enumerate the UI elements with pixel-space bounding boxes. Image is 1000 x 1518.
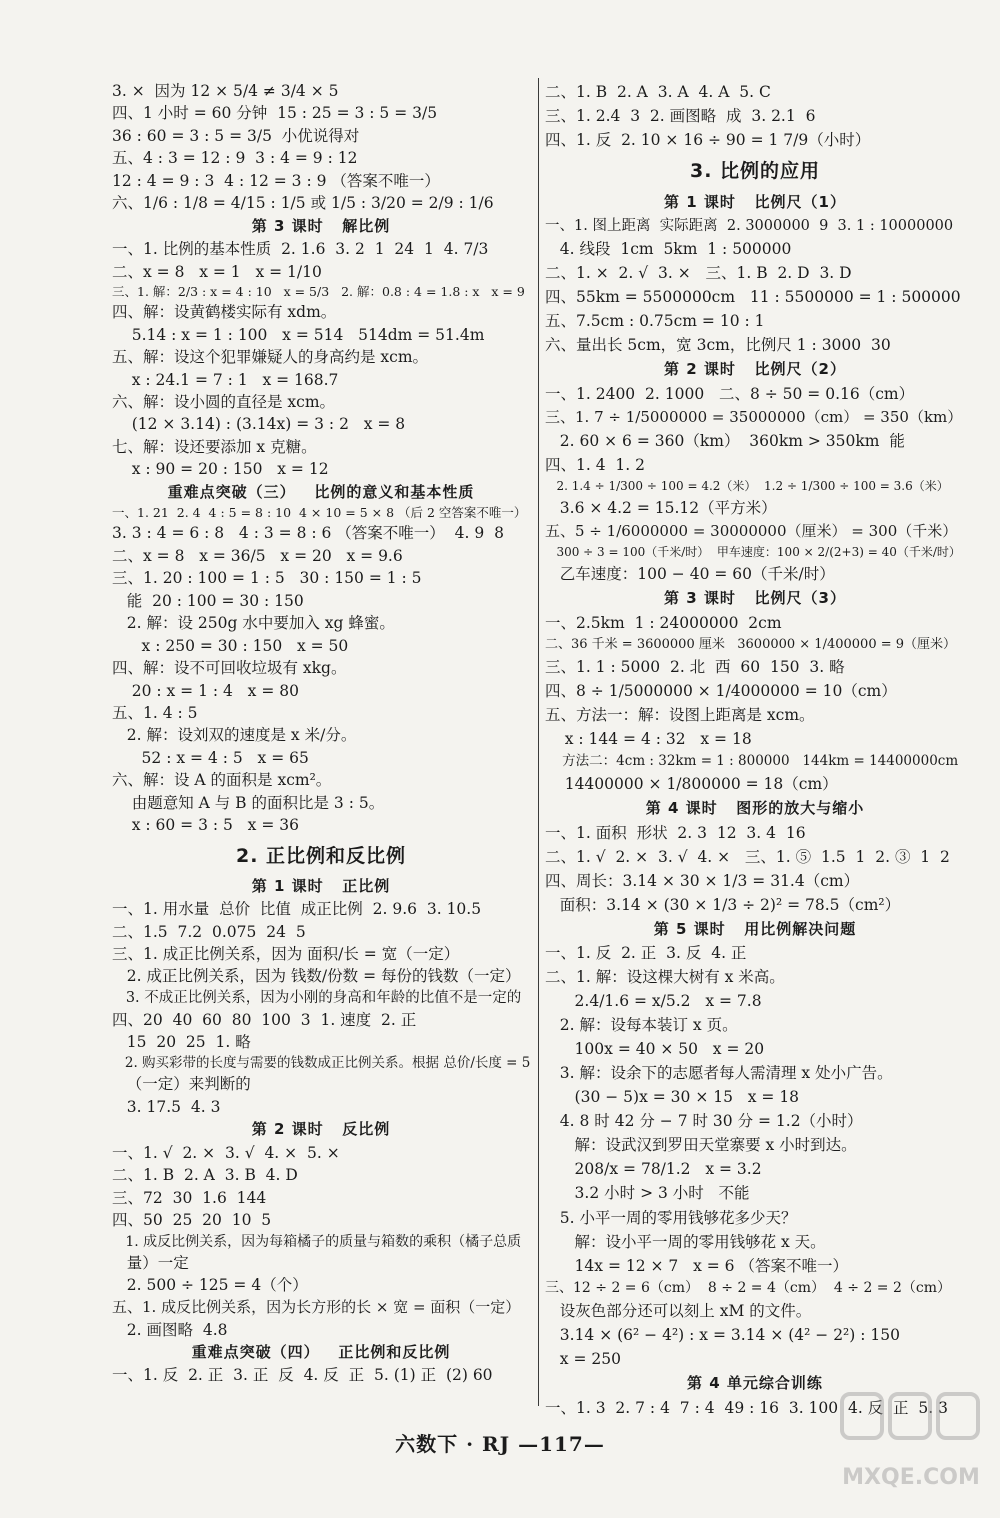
answer-line: 六、解：设小圆的直径是 xcm。: [112, 393, 336, 411]
answer-line: 2. 1.4 ÷ 1/300 ÷ 100 = 4.2（米） 1.2 ÷ 1/300 ÷ 100 = 3.6（米）: [545, 479, 949, 494]
answer-line: 3. × 因为 12 × 5/4 ≠ 3/4 × 5: [112, 82, 339, 100]
section-heading: 第 1 课时 比例尺（1）: [664, 193, 846, 212]
answer-line: 52 : x = 4 : 5 x = 65: [112, 748, 309, 767]
answer-line: 36 : 60 = 3 : 5 = 3/5 小优说得对: [112, 126, 360, 145]
answer-line: 2. 解：设每本装订 x 页。: [545, 1016, 738, 1035]
answer-line: 一、1. 2400 2. 1000 二、8 ÷ 50 = 0.16（cm）: [545, 385, 915, 404]
answer-line: 五、1. 成反比例关系，因为长方形的长 × 宽 = 面积（一定）: [112, 1297, 521, 1316]
answer-line: x : 90 = 20 : 150 x = 12: [112, 460, 329, 479]
section-heading: 第 4 课时 图形的放大与缩小: [645, 798, 865, 817]
answer-line: 三、1. 解：2/3 : x = 4 : 10 x = 5/3 2. 解：0.8 : 4 = 1.8 : x x = 9: [112, 284, 525, 299]
answer-line: 设灰色部分还可以刻上 xM 的文件。: [545, 1302, 812, 1321]
answer-line: 三、1. 成正比例关系，因为 面积/长 = 宽（一定）: [112, 945, 460, 963]
section-heading: 第 2 课时 反比例: [251, 1120, 391, 1139]
section-heading: 重难点突破（四） 正比例和反比例: [191, 1342, 451, 1361]
answer-line: 五、7.5cm : 0.75cm = 10 : 1: [545, 312, 765, 331]
answer-line: 2. 画图略 4.8: [112, 1320, 228, 1339]
svg-text:MXQE.COM: MXQE.COM: [842, 1465, 980, 1490]
answer-line: 2. 解：设刘双的速度是 x 米/分。: [112, 726, 357, 745]
answer-line: 解：设武汉到罗田天堂寨要 x 小时到达。: [545, 1136, 857, 1155]
answer-line: 四、1 小时 = 60 分钟 15 : 25 = 3 : 5 = 3/5: [112, 104, 438, 123]
section-heading: 重难点突破（三） 比例的意义和基本性质: [167, 482, 475, 501]
answer-line: x : 144 = 4 : 32 x = 18: [545, 729, 752, 748]
answer-line: 2. 解：设 250g 水中要加入 xg 蜂蜜。: [112, 614, 395, 633]
answer-line: 三、1. 7 ÷ 1/5000000 = 35000000（cm） = 350（km）: [545, 408, 963, 427]
answer-line: 一、1. 图上距离 实际距离 2. 3000000 9 3. 1 : 10000000: [545, 217, 954, 234]
answer-line: 一、1. 反 2. 正 3. 正 反 4. 反 正 5. (1) 正 (2) 60: [112, 1366, 493, 1385]
answer-line: 一、1. 3 2. 7 : 4 7 : 4 49 : 16 3. 100 4. 反 正 5. 3: [545, 1399, 948, 1418]
answer-line: 1. 成反比例关系，因为每箱橘子的质量与箱数的乘积（橘子总质: [112, 1233, 522, 1250]
answer-line: 五、方法一：解：设图上距离是 xcm。: [545, 705, 815, 724]
answer-line: 能 20 : 100 = 30 : 150: [112, 591, 304, 610]
answer-line: x = 250: [545, 1350, 621, 1369]
unit-title: 3. 比例的应用: [689, 160, 821, 183]
answer-line: 4. 线段 1cm 5km 1 : 500000: [545, 240, 792, 259]
answer-line: 六、量出长 5cm，宽 3cm，比例尺 1 : 3000 30: [545, 336, 891, 355]
section-heading: 第 2 课时 比例尺（2）: [664, 360, 846, 379]
answer-line: 4. 8 时 42 分 − 7 时 30 分 = 1.2（小时）: [545, 1112, 863, 1131]
answer-line: 一、1. 比例的基本性质 2. 1.6 3. 2 1 24 1 4. 7/3: [112, 240, 489, 259]
answer-line: 四、50 25 20 10 5: [112, 1211, 272, 1230]
answer-line: 二、1. √ 2. × 3. √ 4. × 三、1. ⑤ 1.5 1 2. ③ 1 2: [545, 847, 950, 866]
answer-line: 二、1. B 2. A 3. A 4. A 5. C: [545, 83, 771, 101]
answer-line: 2. 500 ÷ 125 = 4（个）: [112, 1276, 308, 1295]
answer-line: 方法二：4cm : 32km = 1 : 800000 144km = 14400000cm: [545, 752, 959, 769]
answer-line: 由题意知 A 与 B 的面积比是 3 : 5。: [112, 793, 385, 812]
answer-line: 二、1. B 2. A 3. B 4. D: [112, 1166, 298, 1185]
answer-line: （一定）来判断的: [112, 1075, 251, 1094]
answer-line: 一、1. 面积 形状 2. 3 12 3. 4 16: [545, 823, 806, 842]
answer-line: 一、2.5km 1 : 24000000 2cm: [545, 613, 782, 632]
left-column: [112, 80, 530, 1387]
answer-line: 六、1/6 : 1/8 = 4/15 : 1/5 或 1/5 : 3/20 = 2/9 : 1/6: [112, 194, 494, 213]
section-heading: 第 5 课时 用比例解决问题: [653, 919, 857, 938]
answer-line: 一、1. 21 2. 4 4 : 5 = 8 : 10 4 × 10 = 5 × 8 （后 2 空答案不唯一）: [112, 505, 527, 521]
answer-line: 量）一定: [112, 1253, 189, 1272]
answer-line: 四、20 40 60 80 100 3 1. 速度 2. 正: [112, 1010, 417, 1029]
answer-line: x : 250 = 30 : 150 x = 50: [112, 636, 349, 655]
watermark-logo: [836, 1386, 986, 1506]
answer-line: 六、解：设 A 的面积是 xcm²。: [112, 771, 332, 790]
column-divider: [538, 78, 539, 1406]
answer-line: 四、55km = 5500000cm 11 : 5500000 = 1 : 500000: [545, 288, 961, 307]
answer-line: 3.14 × (6² − 4²) : x = 3.14 × (4² − 2²) : 150: [545, 1326, 900, 1345]
section-heading: 第 3 课时 比例尺（3）: [664, 588, 846, 607]
answer-line: x : 24.1 = 7 : 1 x = 168.7: [112, 370, 339, 389]
answer-line: 三、72 30 1.6 144: [112, 1188, 267, 1207]
answer-line: 5.14 : x = 1 : 100 x = 514 514dm = 51.4m: [112, 325, 485, 344]
answer-line: 2. 成正比例关系，因为 钱数/份数 = 每份的钱数（一定）: [112, 967, 521, 986]
answer-line: x : 60 = 3 : 5 x = 36: [112, 816, 299, 835]
answer-line: 三、1. 20 : 100 = 1 : 5 30 : 150 = 1 : 5: [112, 569, 422, 588]
answer-line: 3.6 × 4.2 = 15.12（平方米）: [545, 498, 777, 517]
answer-line: 3. 不成正比例关系，因为小刚的身高和年龄的比值不是一定的: [112, 989, 522, 1006]
answer-line: 七、解：设还要添加 x 克糖。: [112, 437, 317, 456]
section-heading: 第 4 单元综合训练: [687, 1374, 823, 1393]
answer-line: 3.2 小时 > 3 小时 不能: [545, 1184, 750, 1203]
answer-line: 208/x = 78/1.2 x = 3.2: [545, 1160, 762, 1179]
answer-line: 二、x = 8 x = 36/5 x = 20 x = 9.6: [112, 546, 403, 565]
answer-line: (12 × 3.14) : (3.14x) = 3 : 2 x = 8: [112, 415, 406, 434]
answer-line: 解：设小平一周的零用钱够花 x 天。: [545, 1232, 826, 1251]
answer-line: 14x = 12 × 7 x = 6 （答案不唯一）: [545, 1256, 848, 1275]
answer-line: 2. 60 × 6 = 360（km） 360km > 350km 能: [545, 432, 905, 451]
answer-line: 3. 3 : 4 = 6 : 8 4 : 3 = 8 : 6 （答案不唯一） 4. 9 8: [112, 524, 504, 543]
answer-line: 四、解：设黄鹤楼实际有 xdm。: [112, 303, 337, 322]
answer-line: 5. 小平一周的零用钱够花多少天？: [545, 1208, 797, 1227]
answer-line: 二、36 千米 = 3600000 厘米 3600000 × 1/400000 = 9（厘米）: [545, 636, 957, 652]
answer-line: 四、8 ÷ 1/5000000 × 1/4000000 = 10（cm）: [545, 681, 897, 700]
answer-line: 3. 解：设余下的志愿者每人需清理 x 处小广告。: [545, 1064, 893, 1083]
answer-line: 一、1. √ 2. × 3. √ 4. × 5. ×: [112, 1143, 340, 1162]
answer-line: 三、1. 1 : 5000 2. 北 西 60 150 3. 略: [545, 657, 845, 676]
answer-line: 五、1. 4 : 5: [112, 704, 198, 722]
answer-line: 三、12 ÷ 2 = 6（cm） 8 ÷ 2 = 4（cm） 4 ÷ 2 = 2（cm）: [545, 1279, 952, 1296]
answer-line: 四、解：设不可回收垃圾有 xkg。: [112, 659, 347, 678]
answer-line: 二、1.5 7.2 0.075 24 5: [112, 922, 306, 941]
answer-line: 二、x = 8 x = 1 x = 1/10: [112, 262, 322, 281]
section-heading: 第 3 课时 解比例: [251, 216, 391, 235]
answer-line: 20 : x = 1 : 4 x = 80: [112, 681, 299, 700]
answer-line: 面积：3.14 × (30 × 1/3 ÷ 2)² = 78.5（cm²）: [545, 895, 901, 914]
answer-line: 一、1. 用水量 总价 比值 成正比例 2. 9.6 3. 10.5: [112, 900, 482, 919]
answer-line: 14400000 × 1/800000 = 18（cm）: [545, 774, 838, 793]
page-footer: 六数下 · RJ —117—: [395, 1432, 605, 1456]
answer-line: 300 ÷ 3 = 100（千米/时） 甲车速度：100 × 2/(2+3) = 40（千米/时）: [545, 545, 961, 560]
answer-line: 二、1. 解：设这棵大树有 x 米高。: [545, 968, 785, 987]
answer-line: 乙车速度：100 − 40 = 60（千米/时）: [545, 564, 835, 583]
answer-line: 三、1. 2.4 3 2. 画图略 成 3. 2.1 6: [545, 107, 816, 126]
right-column: [545, 80, 965, 1420]
answer-line: 四、1. 反 2. 10 × 16 ÷ 90 = 1 7/9（小时）: [545, 131, 871, 150]
answer-line: (30 − 5)x = 30 × 15 x = 18: [545, 1088, 800, 1107]
answer-line: 100x = 40 × 50 x = 20: [545, 1040, 765, 1059]
answer-line: 2. 购买彩带的长度与需要的钱数成正比例关系。根据 总价/长度 = 5: [112, 1054, 531, 1071]
section-heading: 第 1 课时 正比例: [251, 876, 391, 895]
answer-line: 3. 17.5 4. 3: [112, 1097, 221, 1116]
answer-line: 一、1. 反 2. 正 3. 反 4. 正: [545, 944, 747, 963]
unit-title: 2. 正比例和反比例: [235, 844, 407, 867]
answer-line: 四、周长：3.14 × 30 × 1/3 = 31.4（cm）: [545, 871, 860, 890]
answer-line: 五、5 ÷ 1/6000000 = 30000000（厘米） = 300（千米）: [545, 522, 958, 540]
answer-line: 15 20 25 1. 略: [112, 1033, 251, 1052]
answer-line: 五、解：设这个犯罪嫌疑人的身高约是 xcm。: [112, 348, 429, 367]
answer-line: 四、1. 4 1. 2: [545, 456, 646, 475]
answer-line: 12 : 4 = 9 : 3 4 : 12 = 3 : 9 （答案不唯一）: [112, 171, 440, 190]
answer-line: 二、1. × 2. √ 3. × 三、1. B 2. D 3. D: [545, 264, 852, 283]
answer-line: 2.4/1.6 = x/5.2 x = 7.8: [545, 992, 762, 1011]
answer-line: 五、4 : 3 = 12 : 9 3 : 4 = 9 : 12: [112, 149, 358, 168]
